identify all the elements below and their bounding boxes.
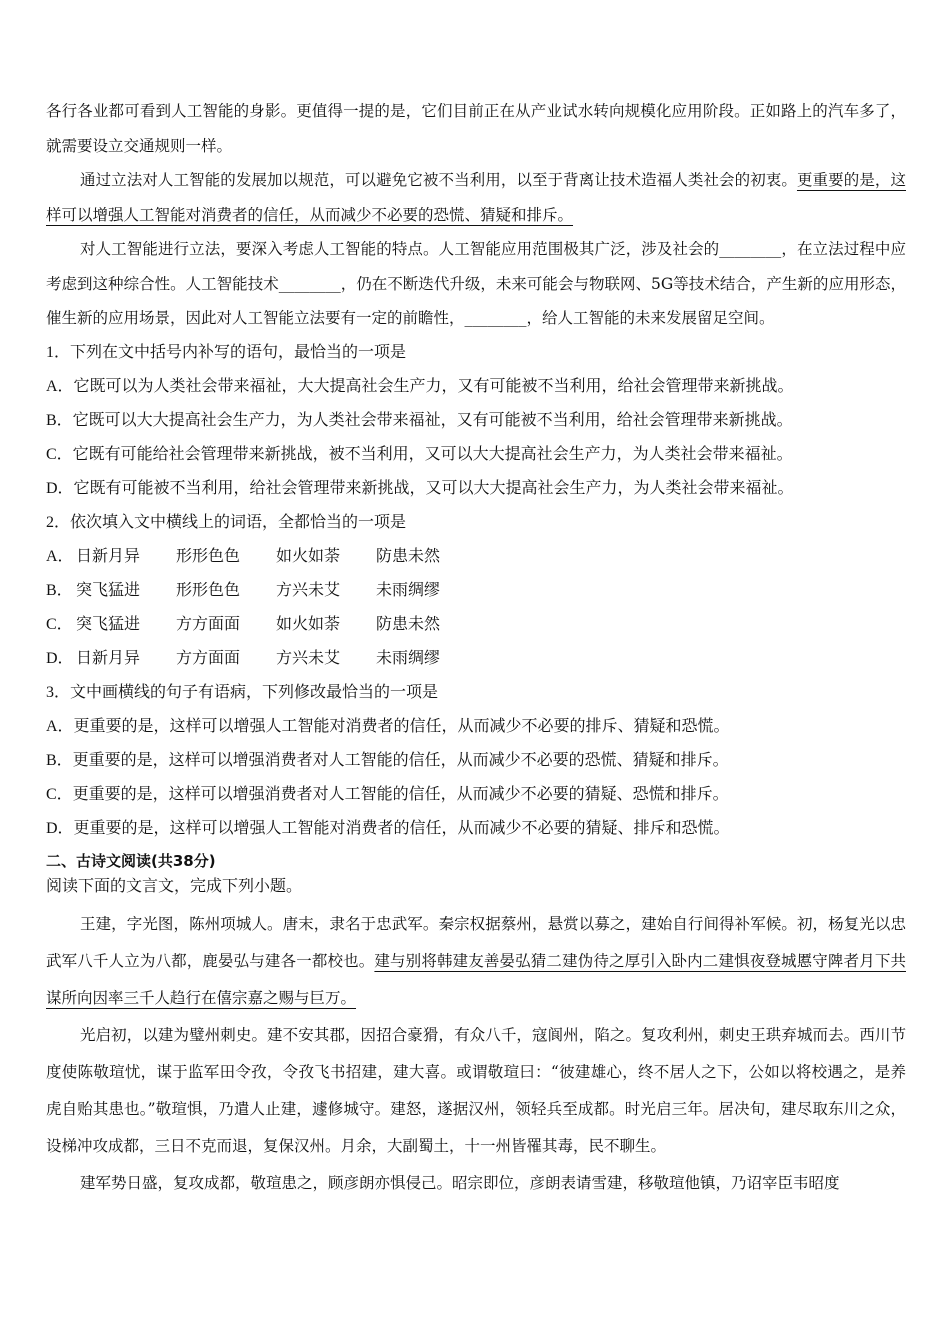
- question-1-option-d[interactable]: D．它既有可能被不当利用，给社会管理带来新挑战，又可以大大提高社会生产力，为人类社会带来福祉。: [46, 479, 794, 497]
- option-word: 形形色色: [176, 581, 241, 599]
- option-word: 未雨绸缪: [376, 649, 441, 667]
- question-1-option-c[interactable]: C．它既有可能给社会管理带来新挑战，被不当利用，又可以大大提高社会生产力，为人类社会带来福祉。: [46, 445, 793, 463]
- option-label: B．: [46, 581, 73, 599]
- question-2-option-b[interactable]: [46, 574, 906, 608]
- classical-paragraph-2: 光启初，以建为璧州刺史。建不安其郡，因招合豪猾，有众八千，寇阆州，陷之。复攻利州，刺史王珙弃城而去。西川节度使陈敬瑄忧，谋于监军田令孜，令孜飞书招建，建大喜。或谓敬瑄曰：“彼建雄心，终不居人之下，公如以将校遇之，是养虎自贻其患也。”敬瑄惧，乃遣人止建，遽修城守。建怒，遂据汉州，领轻兵至成都。时光启三年。居决旬，建尽取东川之众，设梯冲攻成都，三日不克而退，复保汉州。月余，大副蜀土，十一州皆罹其毒，民不聊生。: [46, 1025, 906, 1155]
- question-2-option-c[interactable]: [46, 608, 906, 642]
- question-2-stem: 2．依次填入文中横线上的词语，全都恰当的一项是: [46, 513, 407, 531]
- question-1-option-b[interactable]: B．它既可以大大提高社会生产力，为人类社会带来福祉，又有可能被不当利用，给社会管理带来新挑战。: [46, 411, 793, 429]
- classical-paragraph-1-text: 王建，字光图，陈州项城人。唐末，隶名于忠武军。秦宗权据蔡州，悬赏以募之，建始自行间得补军候。初，杨复光以忠武军八千人立为八都，鹿晏弘与建各一都校也。: [46, 914, 906, 970]
- option-word: 方兴未艾: [276, 581, 341, 599]
- option-word: 方兴未艾: [276, 649, 341, 667]
- option-word: 日新月异: [76, 649, 141, 667]
- question-1-stem: 1．下列在文中括号内补写的语句，最恰当的一项是: [46, 343, 407, 361]
- option-label: C．: [46, 615, 73, 633]
- passage-paragraph-2: [46, 163, 906, 232]
- classical-paragraph-3: 建军势日盛，复攻成都，敬瑄患之，顾彦朗亦惧侵己。昭宗即位，彦朗表请雪建，移敬瑄他镇，乃诏宰臣韦昭度: [80, 1173, 840, 1192]
- option-label: D．: [46, 649, 74, 667]
- option-label: A．: [46, 547, 74, 565]
- underlined-classical-sentence: 建与别将韩建友善晏弘猜二建伪待之厚引入卧内二建惧夜登城慝守陴者月下共谋所向因率三千人趋行在僖宗嘉之赐与巨万。: [46, 951, 906, 1007]
- passage-paragraph-1: 各行各业都可看到人工智能的身影。更值得一提的是，它们目前正在从产业试水转向规模化应用阶段。正如路上的汽车多了，就需要设立交通规则一样。: [46, 102, 906, 155]
- option-word: 如火如荼: [276, 547, 341, 565]
- underlined-sentence: 更重要的是，这样可以增强人工智能对消费者的信任，从而减少不必要的恐慌、猜疑和排斥。: [46, 171, 906, 224]
- question-2-option-a[interactable]: [46, 540, 906, 574]
- option-word: 形形色色: [176, 547, 241, 565]
- option-word: 方方面面: [176, 649, 241, 667]
- question-2-option-d[interactable]: [46, 642, 906, 676]
- question-3-option-a[interactable]: A．更重要的是，这样可以增强人工智能对消费者的信任，从而减少不必要的排斥、猜疑和恐慌。: [46, 717, 730, 735]
- section-2-title: 二、古诗文阅读(共38分): [46, 851, 216, 870]
- option-word: 日新月异: [76, 547, 141, 565]
- option-word: 防患未然: [376, 547, 441, 565]
- section-2-instruction: 阅读下面的文言文，完成下列小题。: [46, 877, 303, 895]
- option-word: 如火如荼: [276, 615, 341, 633]
- passage-paragraph-2-text: 通过立法对人工智能的发展加以规范，可以避免它被不当利用，以至于背离让技术造福人类社会的初衷。: [80, 171, 797, 189]
- question-3-option-c[interactable]: C．更重要的是，这样可以增强消费者对人工智能的信任，从而减少不必要的猜疑、恐慌和排斥。: [46, 785, 729, 803]
- exam-page: [46, 94, 906, 1202]
- option-word: 突飞猛进: [76, 581, 141, 599]
- option-word: 方方面面: [176, 615, 241, 633]
- question-3-option-b[interactable]: B．更重要的是，这样可以增强消费者对人工智能的信任，从而减少不必要的恐慌、猜疑和排斥。: [46, 751, 729, 769]
- question-3-option-d[interactable]: D．更重要的是，这样可以增强人工智能对消费者的信任，从而减少不必要的猜疑、排斥和恐慌。: [46, 819, 730, 837]
- question-3-stem: 3．文中画横线的句子有语病，下列修改最恰当的一项是: [46, 683, 439, 701]
- passage-paragraph-3: 对人工智能进行立法，要深入考虑人工智能的特点。人工智能应用范围极其广泛，涉及社会的________，在立法过程中应考虑到这种综合性。人工智能技术________，仍在不断迭代升级，未来可能会与物联网、5G等技术结合，产生新的应用形态，催生新的应用场景，因此对人工智能立法要有一定的前瞻性，________，给人工智能的未来发展留足空间。: [46, 240, 906, 327]
- option-word: 未雨绸缪: [376, 581, 441, 599]
- option-word: 防患未然: [376, 615, 441, 633]
- option-word: 突飞猛进: [76, 615, 141, 633]
- classical-paragraph-1: [46, 906, 906, 1017]
- question-1-option-a[interactable]: A．它既可以为人类社会带来福祉，大大提高社会生产力，又有可能被不当利用，给社会管理带来新挑战。: [46, 377, 794, 395]
